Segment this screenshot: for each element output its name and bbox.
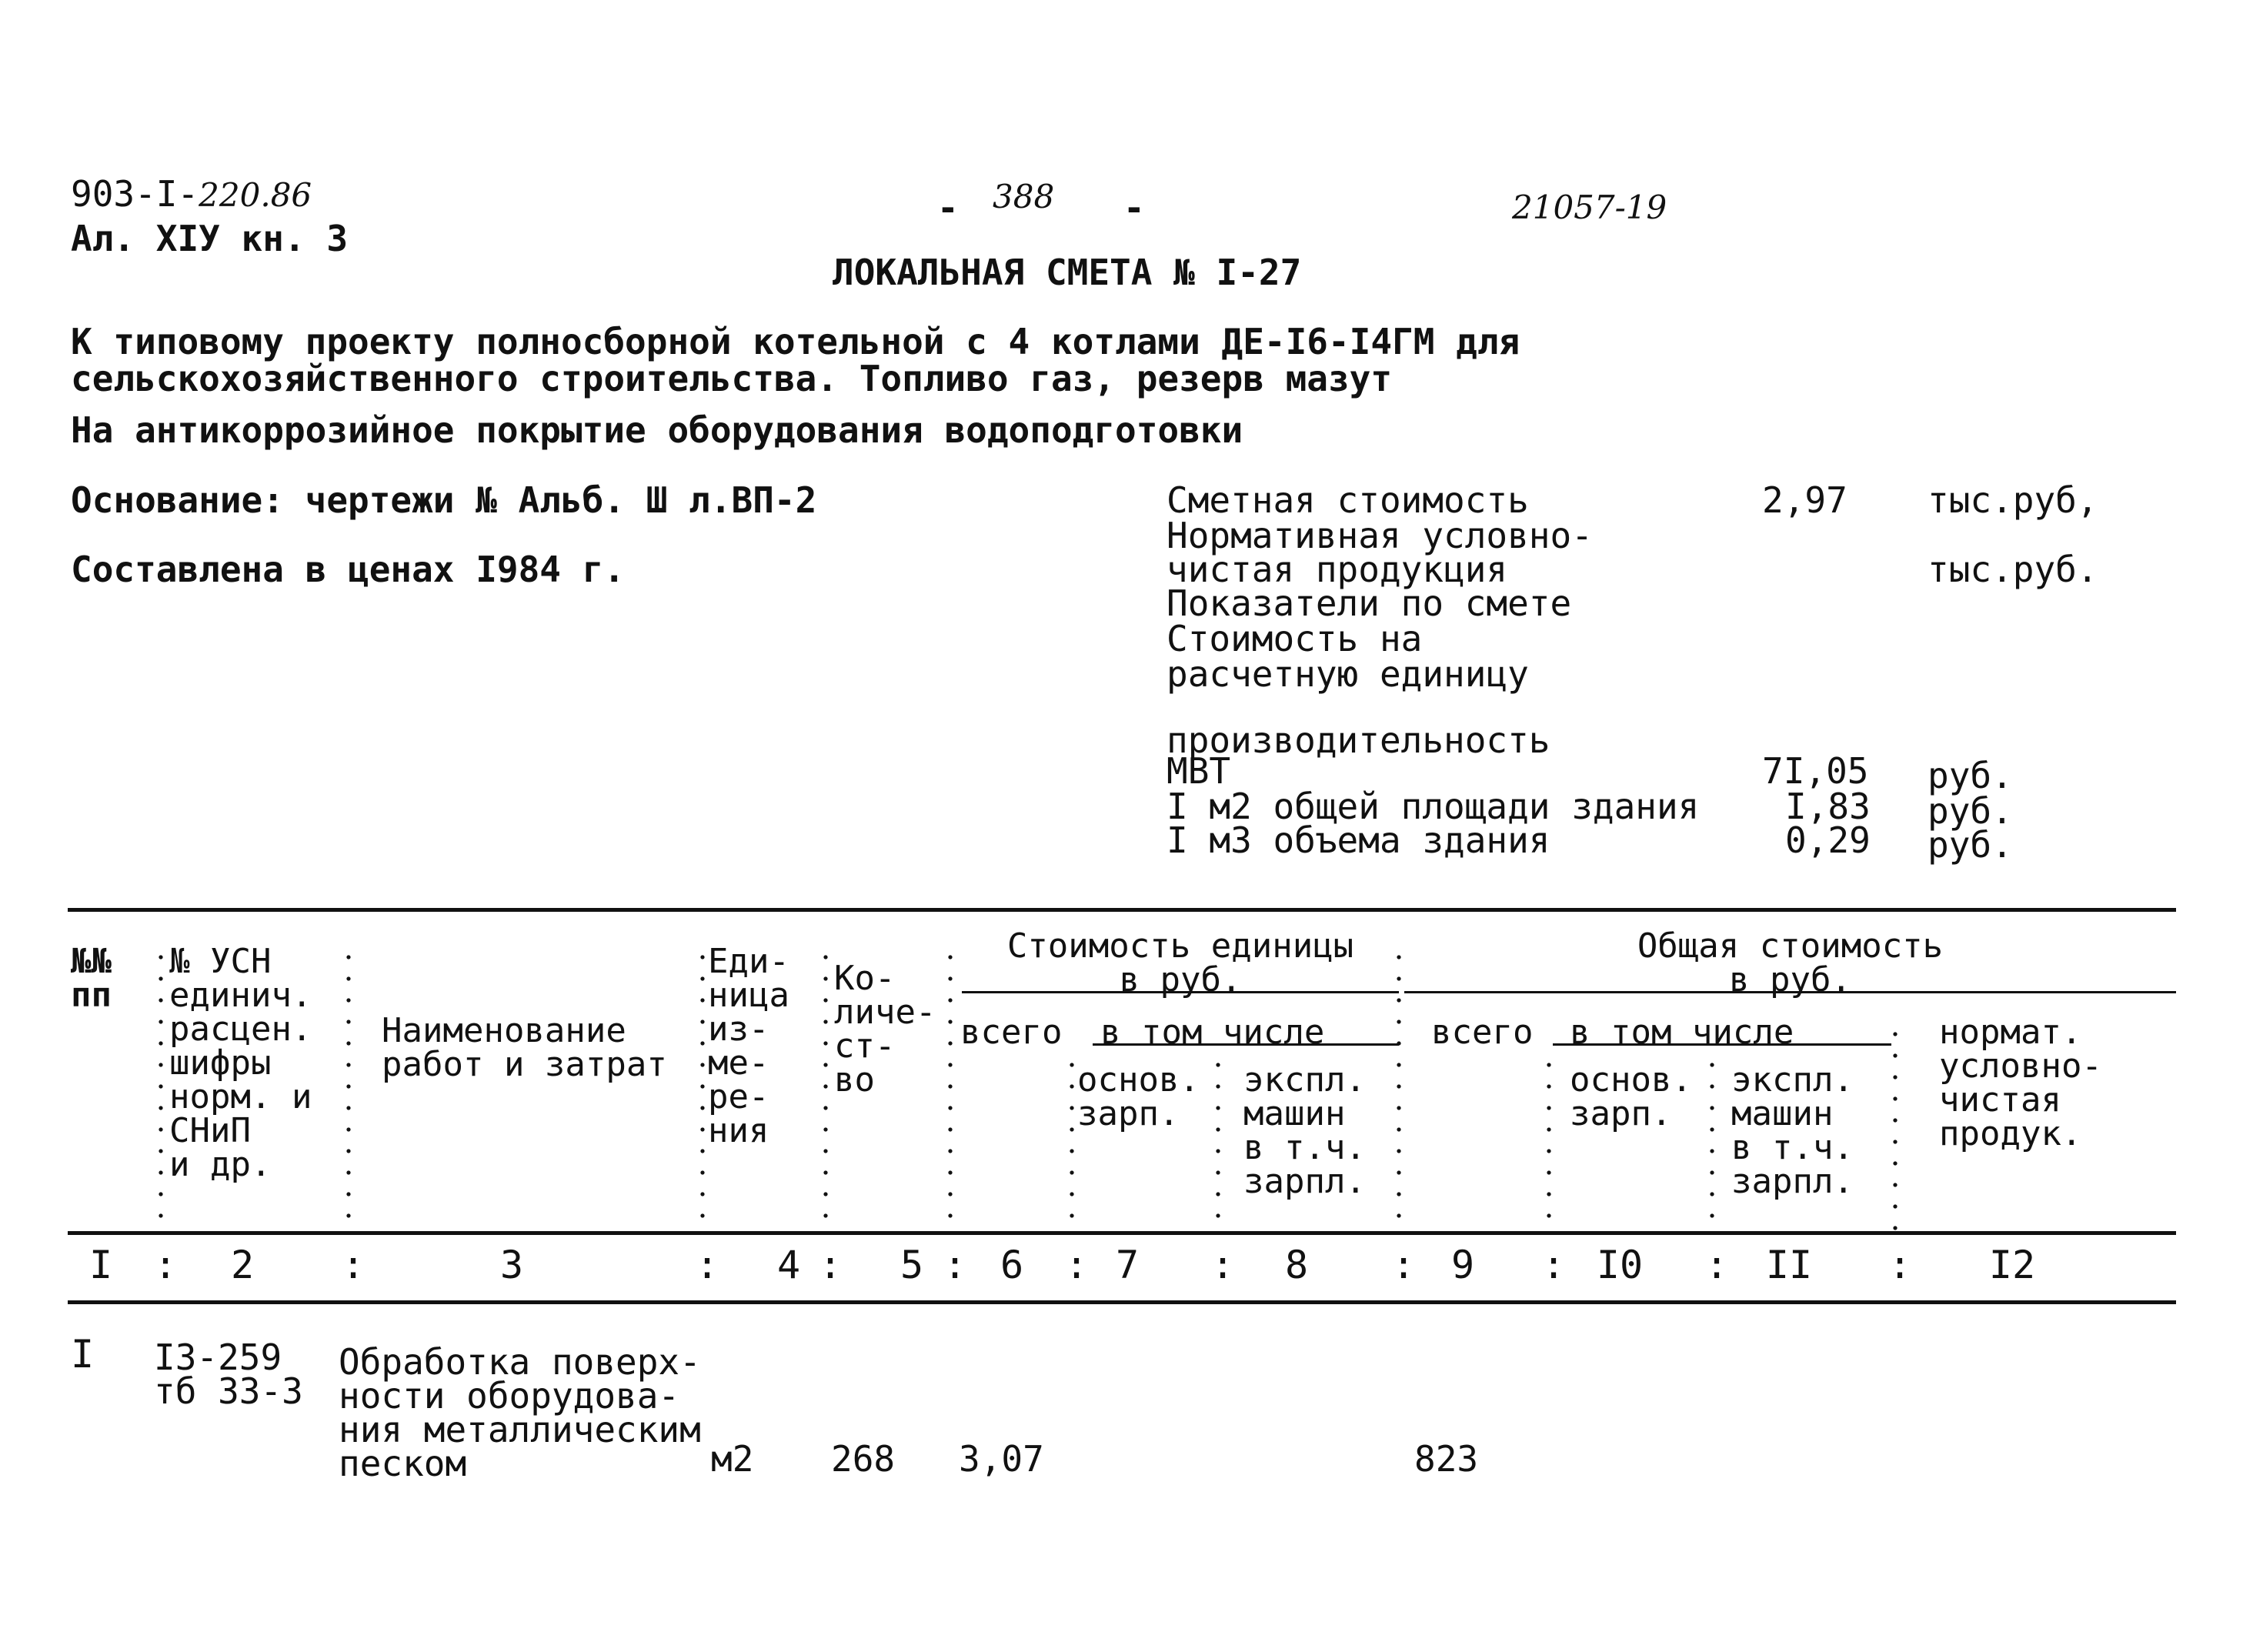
intro-line-3: На антикоррозийное покрытие оборудования водоподготовки — [71, 409, 1243, 451]
area-indicator-label: I м2 общей площади здания — [1167, 786, 1700, 827]
column-separator — [159, 946, 163, 1231]
table-top-rule — [68, 908, 2176, 912]
column-numbers-bottom-rule — [68, 1300, 2176, 1304]
column-number: I — [88, 1243, 113, 1287]
page-dash-left: - — [937, 187, 959, 229]
row-name-4: песком — [339, 1443, 467, 1484]
intro-line-2: сельскохозяйственного строительства. Топливо газ, резерв мазут — [71, 358, 1393, 399]
row-name-2: ности оборудова- — [339, 1375, 680, 1417]
col11-header: экспл. машин в т.ч. зарпл. — [1731, 1060, 1854, 1201]
col3-header: Наименование работ и затрат — [382, 1011, 667, 1084]
volume-indicator-label: I м3 объема здания — [1167, 819, 1550, 861]
column-number-separator: : — [1065, 1243, 1089, 1287]
column-separator — [1547, 1054, 1551, 1231]
column-number: II — [1765, 1243, 1813, 1287]
column-number: 2 — [230, 1243, 255, 1287]
unit-cost-group-header: Стоимость единицы в руб. — [1006, 926, 1354, 1000]
column-separator — [1216, 1054, 1220, 1231]
document-code-handwritten: 220.86 — [199, 176, 312, 214]
col10-header: основ. зарп. — [1570, 1060, 1692, 1133]
unit-incl-header: в том числе — [1100, 1013, 1325, 1052]
document-code — [71, 175, 312, 214]
document-code-prefix: 903-I- — [71, 173, 199, 215]
col2-header: № УСН единич. расцен. шифры норм. и СНиП и др. — [169, 942, 312, 1184]
column-number-separator: : — [1705, 1243, 1729, 1287]
estimated-cost-value: 2,97 — [1762, 479, 1847, 521]
row-number: I — [71, 1332, 95, 1377]
column-number: 4 — [776, 1243, 801, 1287]
estimated-cost-label: Сметная стоимость — [1167, 479, 1529, 521]
normative-product-label-2: чистая продукция — [1167, 549, 1508, 590]
column-number-separator: : — [154, 1243, 178, 1287]
column-number: 6 — [1000, 1243, 1024, 1287]
row-code-2: тб 33-3 — [154, 1370, 303, 1412]
column-number-separator: : — [1888, 1243, 1912, 1287]
page-number: 388 — [993, 178, 1055, 215]
basis-text: Основание: чертежи № Альб. Ш л.ВП-2 — [71, 479, 817, 521]
performance-unit: руб. — [1928, 755, 2013, 796]
normative-product-label-1: Нормативная условно- — [1167, 515, 1593, 556]
col8-header: экспл. машин в т.ч. зарпл. — [1243, 1060, 1366, 1201]
col9-header: всего — [1431, 1013, 1534, 1052]
volume-indicator-value: 0,29 — [1785, 819, 1871, 861]
col4-header: Еди- ница из- ме- ре- ния — [708, 942, 789, 1150]
per-unit-label-1: Стоимость на — [1167, 618, 1423, 659]
col12-header: нормат. условно- чистая продук. — [1939, 1013, 2102, 1153]
column-number: I0 — [1596, 1243, 1644, 1287]
indicators-label: Показатели по смете — [1167, 582, 1572, 624]
row-quantity: 268 — [831, 1438, 896, 1480]
row-unit-cost-total: 3,07 — [959, 1438, 1044, 1480]
normative-product-unit: тыс.руб. — [1928, 549, 2098, 590]
column-number: 7 — [1115, 1243, 1140, 1287]
estimated-cost-unit: тыс.руб, — [1928, 479, 2098, 521]
page-title: ЛОКАЛЬНАЯ СМЕТА № I-27 — [833, 252, 1302, 293]
column-number-separator: : — [1211, 1243, 1235, 1287]
column-number-separator: : — [1542, 1243, 1566, 1287]
area-indicator-value: I,83 — [1785, 786, 1871, 827]
volume-indicator-unit: руб. — [1928, 824, 2013, 866]
row-code-1: I3-259 — [154, 1337, 282, 1378]
header-bottom-rule — [68, 1231, 2176, 1235]
col6-header: всего — [960, 1013, 1063, 1052]
column-separator — [1893, 1023, 1898, 1231]
column-number: 5 — [900, 1243, 924, 1287]
column-number-separator: : — [342, 1243, 365, 1287]
area-indicator-unit: руб. — [1928, 790, 2013, 832]
col1-header: №№ пп — [71, 942, 112, 1015]
intro-line-1: К типовому проекту полносборной котельной с 4 котлами ДЕ-I6-I4ГМ для — [71, 321, 1520, 362]
column-separator — [948, 946, 953, 1231]
column-separator — [1070, 1054, 1074, 1231]
row-total-cost: 823 — [1414, 1438, 1479, 1480]
row-name-3: ния металлическим — [339, 1409, 701, 1450]
column-number-separator: : — [696, 1243, 719, 1287]
column-number-separator: : — [943, 1243, 967, 1287]
column-number: 8 — [1284, 1243, 1309, 1287]
total-incl-header: в том числе — [1570, 1013, 1794, 1052]
column-separator — [700, 946, 705, 1231]
column-separator — [1710, 1054, 1714, 1231]
prices-year-text: Составлена в ценах I984 г. — [71, 549, 626, 590]
col5-header: Ко- личе- ст- во — [834, 959, 936, 1100]
column-number: 3 — [499, 1243, 524, 1287]
page-dash-right: - — [1123, 187, 1145, 229]
performance-label-1: производительность — [1167, 719, 1550, 761]
row-name-1: Обработка поверх- — [339, 1341, 701, 1383]
performance-value: 7I,05 — [1762, 750, 1869, 792]
column-number: I2 — [1988, 1243, 2036, 1287]
column-number-separator: : — [1392, 1243, 1416, 1287]
column-separator — [823, 946, 828, 1231]
archive-number: 21057-19 — [1512, 189, 1667, 226]
album-reference: Ал. XIУ кн. 3 — [71, 218, 349, 259]
column-separator — [346, 946, 351, 1231]
performance-label-2: МВТ — [1167, 750, 1231, 792]
col7-header: основ. зарп. — [1077, 1060, 1200, 1133]
row-unit: м2 — [711, 1438, 754, 1480]
total-cost-group-header: Общая стоимость в руб. — [1637, 926, 1944, 1000]
per-unit-label-2: расчетную единицу — [1167, 653, 1529, 695]
column-number: 9 — [1450, 1243, 1475, 1287]
column-number-separator: : — [819, 1243, 843, 1287]
